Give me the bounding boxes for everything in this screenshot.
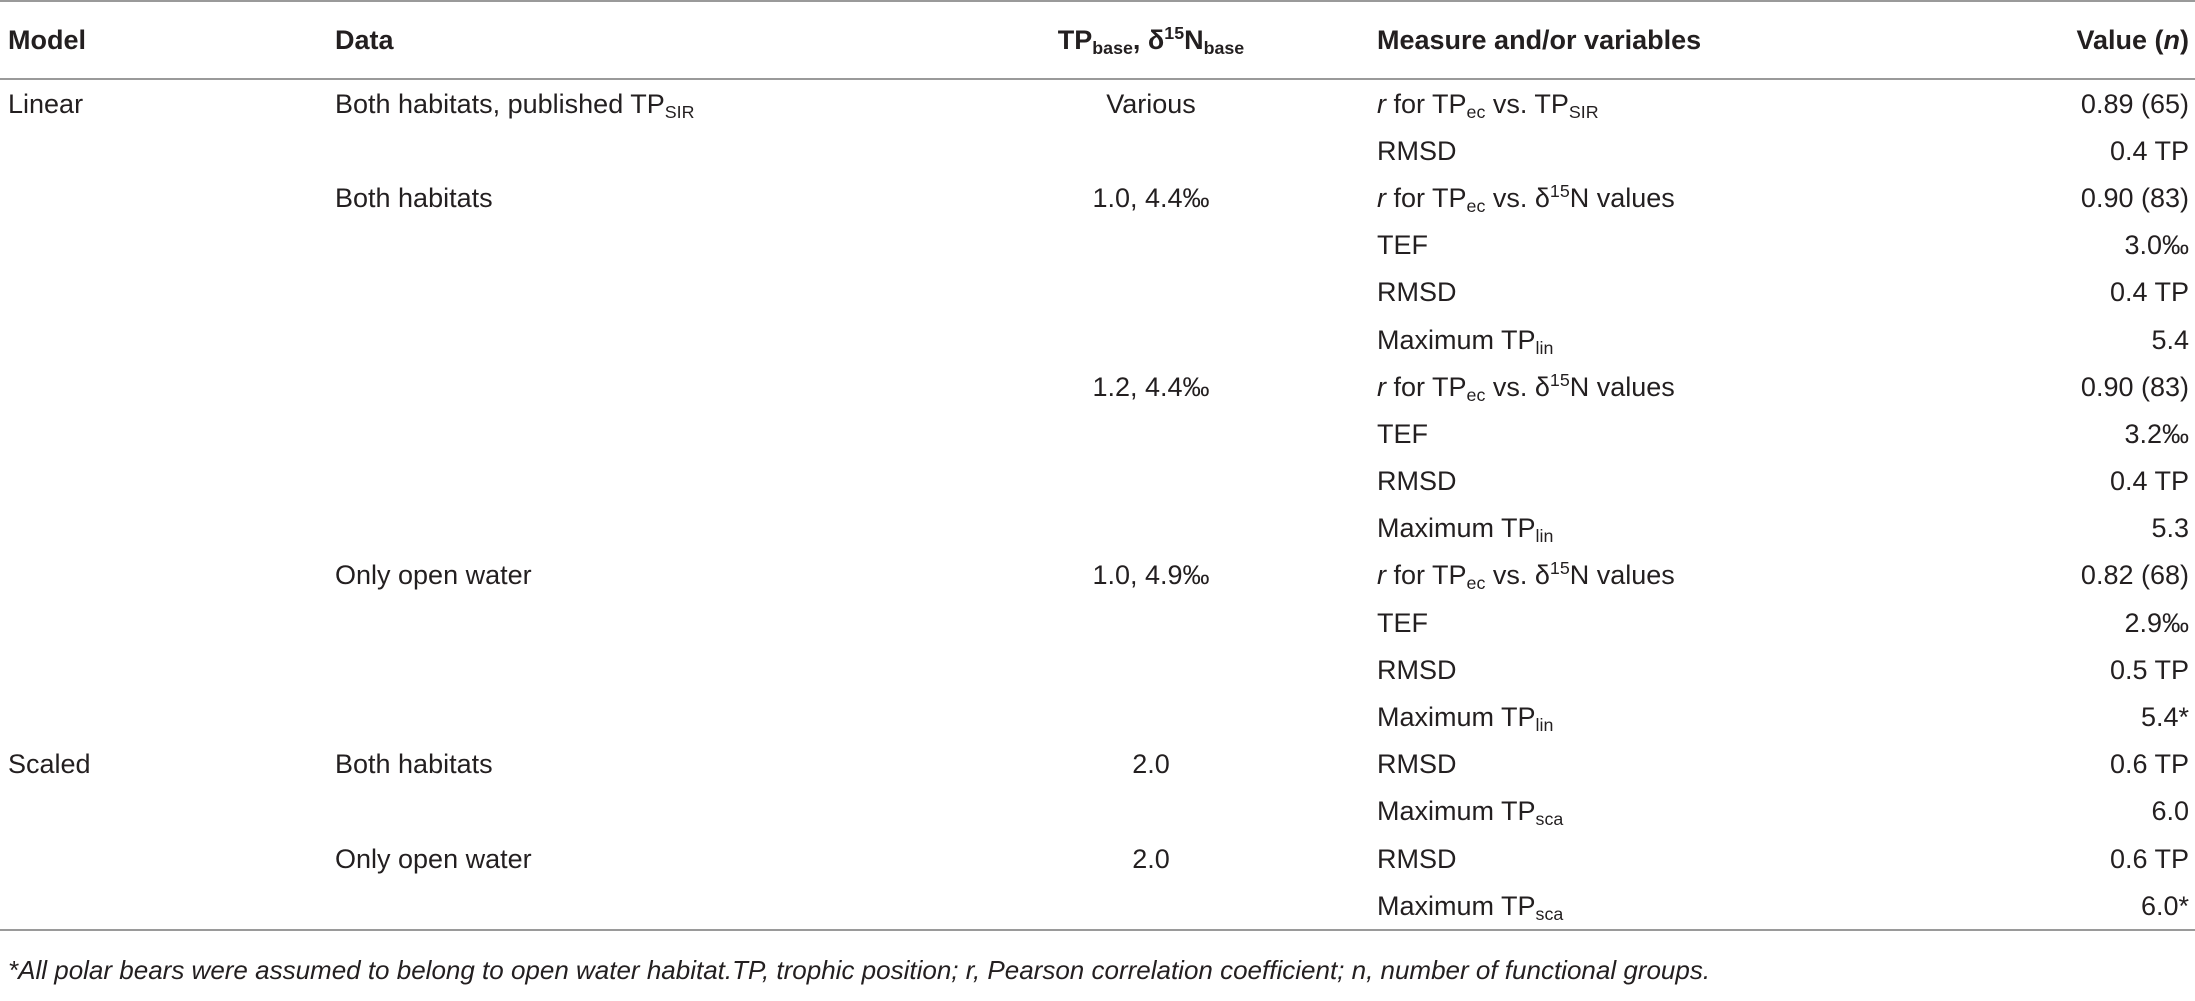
cell-data [327, 458, 933, 505]
cell-measure-sub1: ec [1466, 573, 1486, 594]
cell-value: 2.9‰ [2124, 607, 2189, 638]
cell-measure-part2: vs. δ [1485, 371, 1550, 402]
cell-data: Only open water [335, 560, 532, 591]
cell-measure-sub: lin [1535, 526, 1554, 547]
cell-tp-base [933, 693, 1369, 740]
cell-tp-base [933, 410, 1369, 457]
cell-measure-sub1: ec [1466, 101, 1486, 122]
cell-measure [1369, 174, 1985, 221]
cell-measure [1369, 693, 1985, 740]
cell-measure-part3: N values [1569, 182, 1675, 213]
cell-value: 3.0‰ [2124, 230, 2189, 261]
cell-model [0, 174, 327, 221]
cell-measure [1369, 788, 1985, 835]
cell-data [327, 316, 933, 363]
cell-measure-sup: 15 [1549, 369, 1570, 390]
cell-data-sub: SIR [664, 101, 695, 122]
cell-measure-sub1: ec [1466, 195, 1486, 216]
cell-data [327, 410, 933, 457]
cell-model [0, 316, 327, 363]
cell-measure-r: r [1377, 88, 1386, 119]
cell-measure-part1: for TP [1386, 560, 1467, 591]
cell-value: 0.89 (65) [2080, 88, 2189, 119]
header-tp-sub: base [1092, 37, 1133, 58]
header-tp-base [933, 1, 1369, 79]
header-data: Data [327, 1, 933, 79]
table-header-row [0, 1, 2195, 79]
cell-model [0, 269, 327, 316]
table-row [0, 552, 2195, 599]
cell-tp-base [933, 882, 1369, 930]
table-row [0, 693, 2195, 740]
cell-value: 6.0* [1985, 882, 2195, 930]
cell-value: 3.2‰ [2124, 418, 2189, 449]
cell-data [327, 646, 933, 693]
cell-value: 5.4* [2140, 702, 2189, 733]
cell-data [327, 788, 933, 835]
cell-model [0, 788, 327, 835]
cell-measure: RMSD [1377, 654, 1457, 685]
cell-measure-part3: N values [1569, 560, 1675, 591]
cell-measure: TEF [1377, 607, 1428, 638]
cell-tp-base [933, 458, 1369, 505]
cell-measure [1369, 363, 1985, 410]
cell-tp-base [933, 505, 1369, 552]
cell-measure: RMSD [1377, 277, 1457, 308]
cell-tp-base [933, 646, 1369, 693]
cell-model [0, 458, 327, 505]
table-row [0, 505, 2195, 552]
header-tp-n: N [1184, 25, 1204, 55]
cell-model [0, 127, 327, 174]
cell-model [0, 505, 327, 552]
cell-model [0, 646, 327, 693]
cell-data [327, 127, 933, 174]
cell-model: Scaled [8, 749, 91, 780]
cell-data [327, 505, 933, 552]
header-measure: Measure and/or variables [1369, 1, 1985, 79]
header-tp-sep: , δ [1132, 25, 1165, 55]
cell-model [0, 552, 327, 599]
cell-data [327, 79, 933, 127]
cell-tp-base [933, 127, 1369, 174]
cell-measure-sub1: ec [1466, 384, 1486, 405]
cell-value: 0.82 (68) [2080, 560, 2189, 591]
cell-value: 5.4 [2151, 324, 2189, 355]
cell-value: 0.4 TP [2109, 277, 2189, 308]
cell-model [0, 222, 327, 269]
cell-value: 5.3 [2151, 513, 2189, 544]
cell-data-text: Both habitats, published TP [335, 88, 665, 119]
cell-tp-base [933, 316, 1369, 363]
cell-data [327, 222, 933, 269]
cell-measure-sub: lin [1535, 715, 1554, 736]
cell-measure-part1: for TP [1386, 182, 1467, 213]
header-model: Model [0, 1, 327, 79]
table-row [0, 458, 2195, 505]
cell-measure: RMSD [1377, 843, 1457, 874]
cell-measure [1369, 316, 1985, 363]
cell-data [327, 882, 933, 930]
cell-data: Both habitats [335, 182, 493, 213]
cell-value: 6.0 [2151, 796, 2189, 827]
cell-measure-sub: sca [1535, 809, 1564, 830]
header-tp-sup: 15 [1164, 23, 1185, 44]
cell-measure-part1: for TP [1386, 88, 1467, 119]
header-value-n: n [2163, 25, 2180, 55]
cell-measure-part1: for TP [1386, 371, 1467, 402]
header-value-main: Value ( [2076, 25, 2164, 55]
cell-model: Linear [8, 88, 84, 119]
table-row [0, 269, 2195, 316]
cell-tp-base: 1.0, 4.4‰ [1092, 182, 1210, 213]
cell-measure-r: r [1377, 182, 1386, 213]
cell-measure: RMSD [1377, 749, 1457, 780]
cell-data [327, 599, 933, 646]
cell-measure: TEF [1377, 418, 1428, 449]
table-row [0, 127, 2195, 174]
cell-model [0, 363, 327, 410]
cell-data: Only open water [335, 843, 532, 874]
cell-measure-sup: 15 [1549, 181, 1570, 202]
cell-model [0, 693, 327, 740]
header-tp-sub2: base [1203, 37, 1245, 58]
cell-measure-part2: vs. δ [1485, 560, 1550, 591]
cell-tp-base [933, 269, 1369, 316]
table-body [0, 79, 2195, 930]
cell-measure-text: Maximum TP [1377, 324, 1536, 355]
cell-model [0, 410, 327, 457]
cell-value: 0.90 (83) [2080, 182, 2189, 213]
cell-data: Both habitats [335, 749, 493, 780]
table-row [0, 646, 2195, 693]
cell-tp-base: Various [1106, 88, 1196, 119]
header-value-close: ) [2180, 25, 2189, 55]
cell-measure-sub2: SIR [1568, 101, 1599, 122]
table-row [0, 599, 2195, 646]
cell-measure-part3: N values [1569, 371, 1675, 402]
cell-model [0, 599, 327, 646]
cell-value: 0.6 TP [2109, 749, 2189, 780]
cell-data [327, 693, 933, 740]
cell-value: 0.4 TP [2109, 135, 2189, 166]
table-row [0, 741, 2195, 788]
cell-value: 0.4 TP [2109, 466, 2189, 497]
cell-measure-sup: 15 [1549, 558, 1570, 579]
table-row [0, 835, 2195, 882]
cell-tp-base: 2.0 [1132, 843, 1170, 874]
cell-measure: RMSD [1377, 466, 1457, 497]
table-row [0, 316, 2195, 363]
cell-measure: TEF [1377, 230, 1428, 261]
cell-model [0, 835, 327, 882]
cell-model [0, 882, 327, 930]
cell-measure-r: r [1377, 560, 1386, 591]
table-row [0, 788, 2195, 835]
cell-tp-base [933, 788, 1369, 835]
cell-measure-text: Maximum TP [1377, 513, 1536, 544]
header-value [1985, 1, 2195, 79]
cell-measure-text: Maximum TP [1377, 890, 1536, 921]
cell-measure: RMSD [1377, 135, 1457, 166]
table-footnote: *All polar bears were assumed to belong to open water habitat.TP, trophic position; r, Pearson correlation coefficient; n, number of functional groups. [8, 955, 1711, 985]
cell-tp-base [933, 222, 1369, 269]
cell-measure-sub: lin [1535, 337, 1554, 358]
cell-tp-base [933, 599, 1369, 646]
cell-tp-base: 1.2, 4.4‰ [1092, 371, 1210, 402]
table-row [0, 222, 2195, 269]
cell-measure-text: Maximum TP [1377, 702, 1536, 733]
cell-measure [1369, 552, 1985, 599]
cell-tp-base: 2.0 [1132, 749, 1170, 780]
cell-measure-part2: vs. TP [1485, 88, 1569, 119]
table-row [0, 882, 2195, 930]
cell-tp-base: 1.0, 4.9‰ [1092, 560, 1210, 591]
cell-measure-text: Maximum TP [1377, 796, 1536, 827]
cell-data [327, 363, 933, 410]
table-row [0, 410, 2195, 457]
table-row [0, 174, 2195, 221]
cell-measure-r: r [1377, 371, 1386, 402]
cell-value: 0.6 TP [2109, 843, 2189, 874]
cell-value: 0.90 (83) [2080, 371, 2189, 402]
table-row [0, 79, 2195, 127]
cell-measure [1369, 79, 1985, 127]
cell-measure [1369, 505, 1985, 552]
cell-measure-sub: sca [1535, 903, 1564, 924]
header-tp-main: TP [1057, 25, 1093, 55]
cell-value: 0.5 TP [2109, 654, 2189, 685]
cell-data [327, 269, 933, 316]
cell-measure [1369, 882, 1985, 930]
cell-measure-part2: vs. δ [1485, 182, 1550, 213]
table-row [0, 363, 2195, 410]
